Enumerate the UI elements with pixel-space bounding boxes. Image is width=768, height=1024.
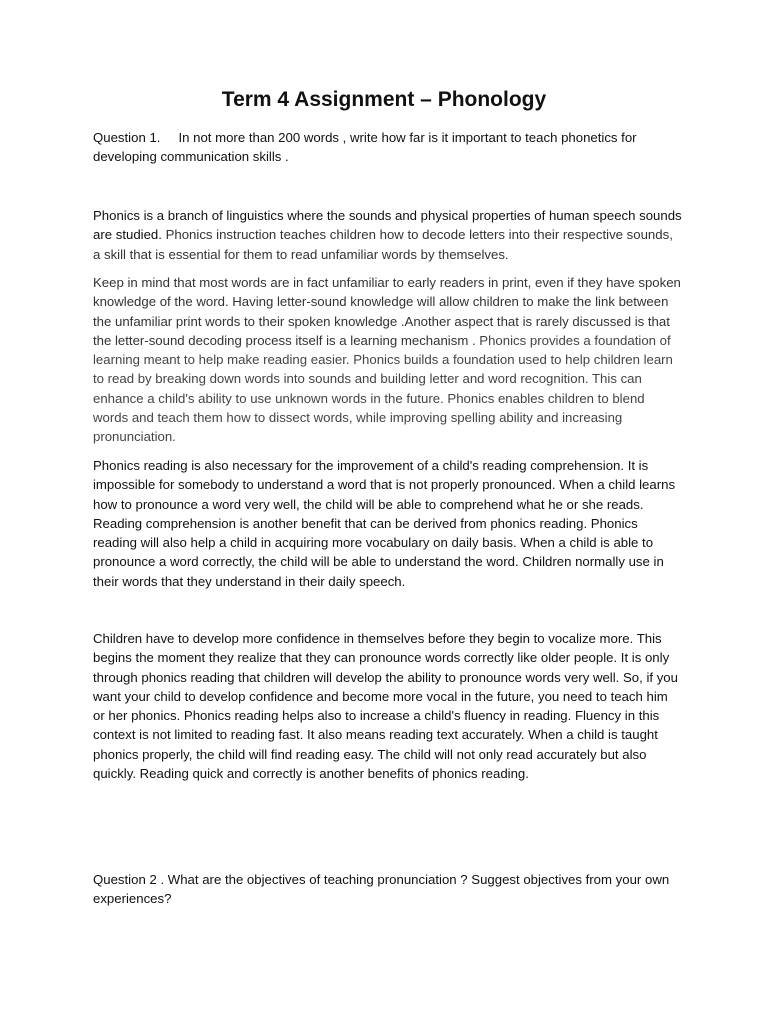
paragraph-comprehension: Phonics reading is also necessary for the improvement of a child's reading comprehension. It is impossible for somebody to understand a word that is not properly pronounced. When a child learns how to pronounce a word very well, the child will be able to comprehend what he or she reads. Reading comprehension is another benefit that can be derived from phonics reading. Phonics reading will also help a child in acquiring more vocabulary on daily basis. When a child is able to pronounce a word correctly, the child will be able to understand the word. Children normally use in their words that they understand in their daily speech.: [93, 458, 676, 589]
document-title: Term 4 Assignment – Phonology: [221, 88, 547, 111]
paragraph-1-part-1: Phonics is a branch of linguistics where the sounds and physical properties of human speech sounds are studied.: [93, 208, 682, 243]
question-1-text: In not more than 200 words , write how far is it important to teach phonetics for developing communication skills .: [93, 130, 637, 165]
paragraph-confidence: Children have to develop more confidence in themselves before they begin to vocalize more. This begins the moment they realize that they can pronounce words correctly like older people. It is only through phonics reading that children will develop the ability to pronounce words very well. So, if you want your child to develop confidence and become more vocal in the future, you need to teach him or her phonics. Phonics reading helps also to increase a child's fluency in reading. Fluency in this context is not limited to reading fast. It also means reading text accurately. When a child is taught phonics properly, the child will find reading easy. The child will not only read accurately but also quickly. Reading quick and correctly is another benefits of phonics reading.: [93, 631, 678, 782]
paragraph-1-part-2: Phonics instruction teaches children how to decode letters into their respective sounds, a skill that is essential for them to read unfamiliar words by themselves.: [93, 227, 673, 262]
question-2: Question 2 . What are the objectives of teaching pronunciation ? Suggest objectives from your own experiences?: [93, 872, 670, 907]
paragraph-2-part-1: Keep in mind that most words are in fact unfamiliar to early readers in print, even if they have spoken knowledge of the word. Having letter-sound knowledge will allow children to make the link between the unfamiliar print words to their spoken knowledge .Another aspect that is rarely discussed is that the letter-sound decoding process itself is a learning mechanism .: [93, 275, 681, 348]
paragraph-letter-sound: [93, 273, 683, 447]
question-1: [93, 128, 683, 167]
question-1-label: Question 1.: [93, 130, 161, 145]
paragraph-2-part-2: Phonics provides a foundation of learning meant to help make reading easier. Phonics builds a foundation used to help children learn to read by breaking down words into sounds and building letter and word recognition. This can enhance a child's ability to use unknown words in the future. Phonics enables children to blend words and teach them how to dissect words, while improving spelling ability and increasing pronunciation.: [93, 332, 673, 445]
paragraph-phonics-definition: [93, 206, 683, 264]
